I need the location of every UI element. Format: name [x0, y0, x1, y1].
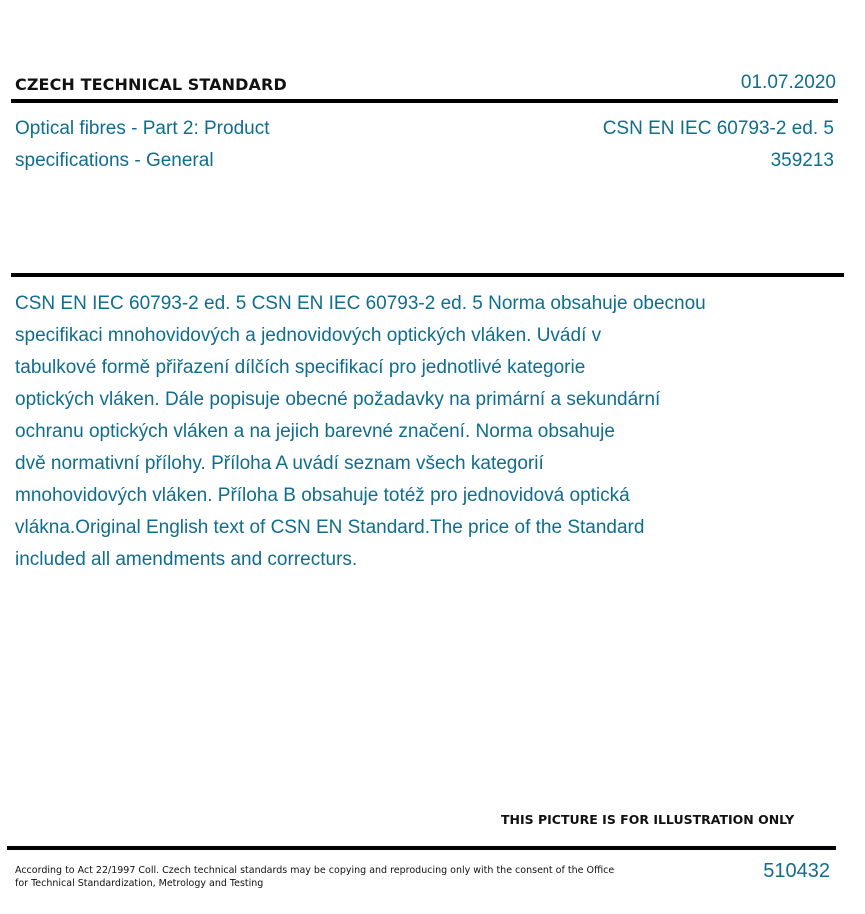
description-line: ochranu optických vláken a na jejich barevné značení. Norma obsahuje: [15, 421, 615, 442]
copyright-notice-line: for Technical Standardization, Metrology and Testing: [15, 878, 264, 889]
catalog-number: 359213: [770, 150, 834, 171]
copyright-notice-line: According to Act 22/1997 Coll. Czech technical standards may be copying and reproducing only with the consent of the Office: [15, 865, 615, 876]
publication-date: 01.07.2020: [740, 72, 836, 93]
description-line: mnohovidových vláken. Příloha B obsahuje totéž pro jednovidová optická: [15, 485, 630, 506]
standard-title-line: specifications - General: [15, 150, 214, 171]
description-line: specifikaci mnohovidových a jednovidových optických vláken. Uvádí v: [15, 325, 602, 346]
footer-divider: [7, 846, 836, 850]
standard-description: [15, 288, 825, 576]
document-category: CZECH TECHNICAL STANDARD: [15, 75, 287, 94]
description-line: CSN EN IEC 60793-2 ed. 5 CSN EN IEC 60793-2 ed. 5 Norma obsahuje obecnou: [15, 293, 706, 314]
description-line: tabulkové formě přiřazení dílčích specifikací pro jednotlivé kategorie: [15, 357, 586, 378]
copyright-notice: [15, 864, 615, 890]
section-divider: [11, 273, 844, 277]
product-code: 510432: [763, 860, 830, 882]
illustration-disclaimer: THIS PICTURE IS FOR ILLUSTRATION ONLY: [501, 812, 795, 827]
standard-designation: CSN EN IEC 60793-2 ed. 5: [602, 118, 834, 139]
description-line: vlákna.Original English text of CSN EN Standard.The price of the Standard: [15, 517, 645, 538]
standard-title-line: Optical fibres - Part 2: Product: [15, 118, 270, 139]
standard-code-block: [603, 113, 834, 177]
description-line: included all amendments and correcturs.: [15, 549, 358, 570]
standard-title: [15, 113, 395, 177]
header-divider: [11, 99, 838, 103]
description-line: dvě normativní přílohy. Příloha A uvádí seznam všech kategorií: [15, 453, 544, 474]
description-line: optických vláken. Dále popisuje obecné požadavky na primární a sekundární: [15, 389, 661, 410]
